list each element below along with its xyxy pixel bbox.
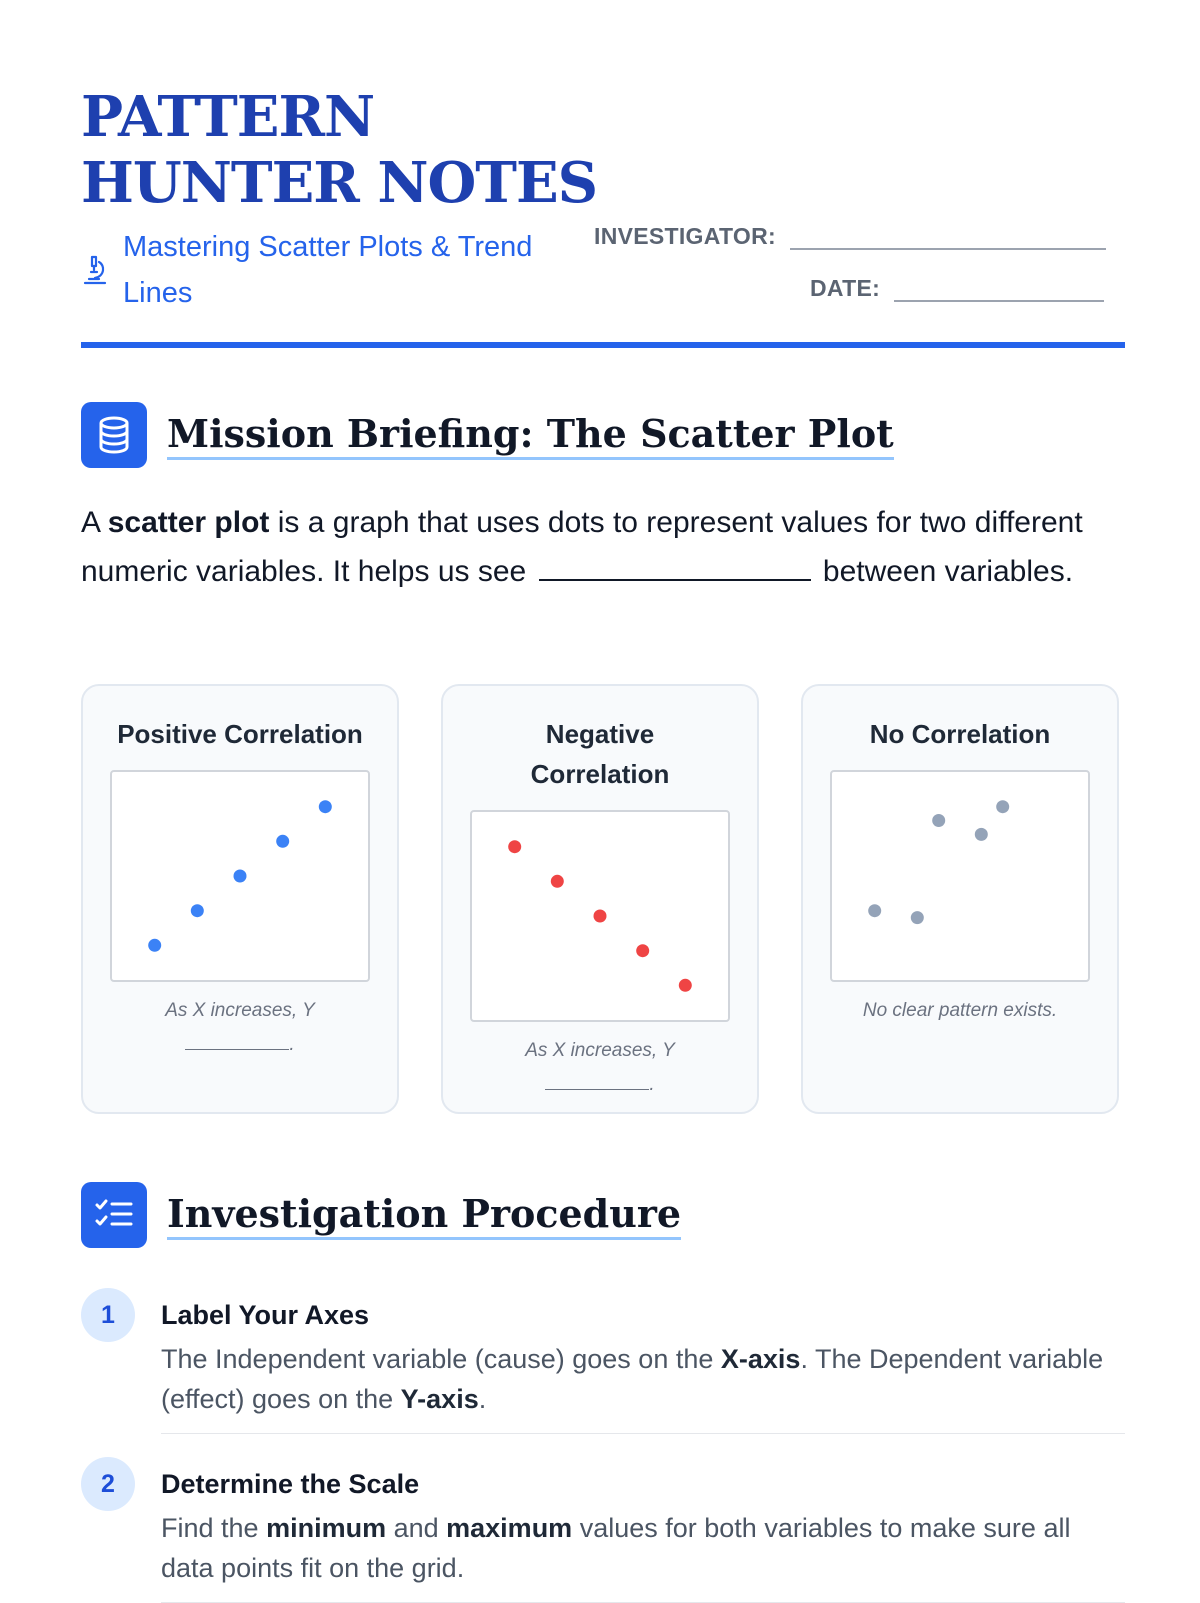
- investigator-row: [594, 220, 1106, 250]
- microscope-icon: [81, 252, 109, 286]
- scatter-svg: [112, 772, 368, 980]
- card-title: Positive Correlation: [117, 719, 363, 749]
- intro-mid: is a graph that uses dots to represent values for two different numeric variables. It helps us see: [81, 506, 1083, 588]
- caption-text: As X increases, Y: [525, 1040, 675, 1061]
- card-caption: [113, 994, 367, 1062]
- caption-end: .: [289, 1034, 295, 1055]
- caption-blank[interactable]: [545, 1073, 649, 1090]
- scatter-point: [594, 910, 607, 923]
- intro-term: scatter plot: [107, 506, 270, 539]
- date-field[interactable]: [894, 272, 1104, 302]
- section-investigation-procedure: [81, 1182, 681, 1248]
- step-body: [161, 1288, 1125, 1434]
- scatter-svg: [472, 812, 728, 1020]
- database-icon: [81, 402, 147, 468]
- scatter-point: [975, 828, 988, 841]
- page-title: PATTERN HUNTER NOTES: [81, 84, 598, 216]
- card-caption: [473, 1034, 727, 1102]
- card-caption: [833, 994, 1087, 1028]
- card-title: No Correlation: [869, 719, 1051, 749]
- page-subtitle: Mastering Scatter Plots & Trend Lines: [123, 231, 533, 309]
- scatter-plot-positive: [110, 770, 370, 982]
- investigator-label: INVESTIGATOR:: [594, 223, 776, 249]
- date-row: [810, 272, 1104, 302]
- intro-prefix: A: [81, 506, 108, 539]
- scatter-point: [508, 840, 521, 853]
- scatter-point: [234, 870, 247, 883]
- step-text: The Independent variable (cause) goes on the X-axis. The Dependent variable (effect) goes on the Y-axis.: [161, 1344, 1104, 1414]
- scatter-point: [148, 939, 161, 952]
- step-body: [161, 1457, 1125, 1603]
- header-divider: [81, 342, 1125, 348]
- caption-blank[interactable]: [185, 1033, 289, 1050]
- intro-paragraph: [81, 498, 1121, 596]
- checklist-icon: [81, 1182, 147, 1248]
- card-no-correlation: [801, 684, 1119, 1114]
- scatter-svg: [832, 772, 1088, 980]
- scatter-point: [191, 904, 204, 917]
- step-text: Find the minimum and maximum values for both variables to make sure all data points fit on the grid.: [161, 1513, 1071, 1583]
- scatter-point: [911, 911, 924, 924]
- caption-text: As X increases, Y: [165, 1000, 315, 1021]
- card-title: Negative Correlation: [530, 719, 670, 789]
- scatter-point: [679, 979, 692, 992]
- scatter-point: [276, 835, 289, 848]
- step-title: Determine the Scale: [161, 1469, 420, 1499]
- caption-end: .: [649, 1074, 655, 1095]
- investigator-field[interactable]: [790, 220, 1106, 250]
- section-title-procedure: Investigation Procedure: [167, 1191, 681, 1240]
- scatter-plot-none: [830, 770, 1090, 982]
- procedure-step: [81, 1457, 1125, 1603]
- step-number: 2: [81, 1457, 135, 1511]
- step-title: Label Your Axes: [161, 1300, 370, 1330]
- scatter-plot-negative: [470, 810, 730, 1022]
- section-mission-briefing: [81, 402, 894, 468]
- fill-in-blank[interactable]: [539, 557, 811, 581]
- scatter-point: [932, 814, 945, 827]
- scatter-point: [319, 800, 332, 813]
- intro-suffix: between variables.: [814, 555, 1074, 588]
- section-title-mission: Mission Briefing: The Scatter Plot: [167, 411, 894, 460]
- scatter-point: [551, 875, 564, 888]
- date-label: DATE:: [810, 275, 881, 301]
- subtitle-row: [81, 224, 601, 316]
- scatter-point: [996, 800, 1009, 813]
- caption-text: No clear pattern exists.: [862, 1000, 1058, 1021]
- scatter-point: [868, 904, 881, 917]
- step-number: 1: [81, 1288, 135, 1342]
- procedure-step: [81, 1288, 1125, 1434]
- scatter-point: [636, 944, 649, 957]
- card-positive-correlation: [81, 684, 399, 1114]
- card-negative-correlation: [441, 684, 759, 1114]
